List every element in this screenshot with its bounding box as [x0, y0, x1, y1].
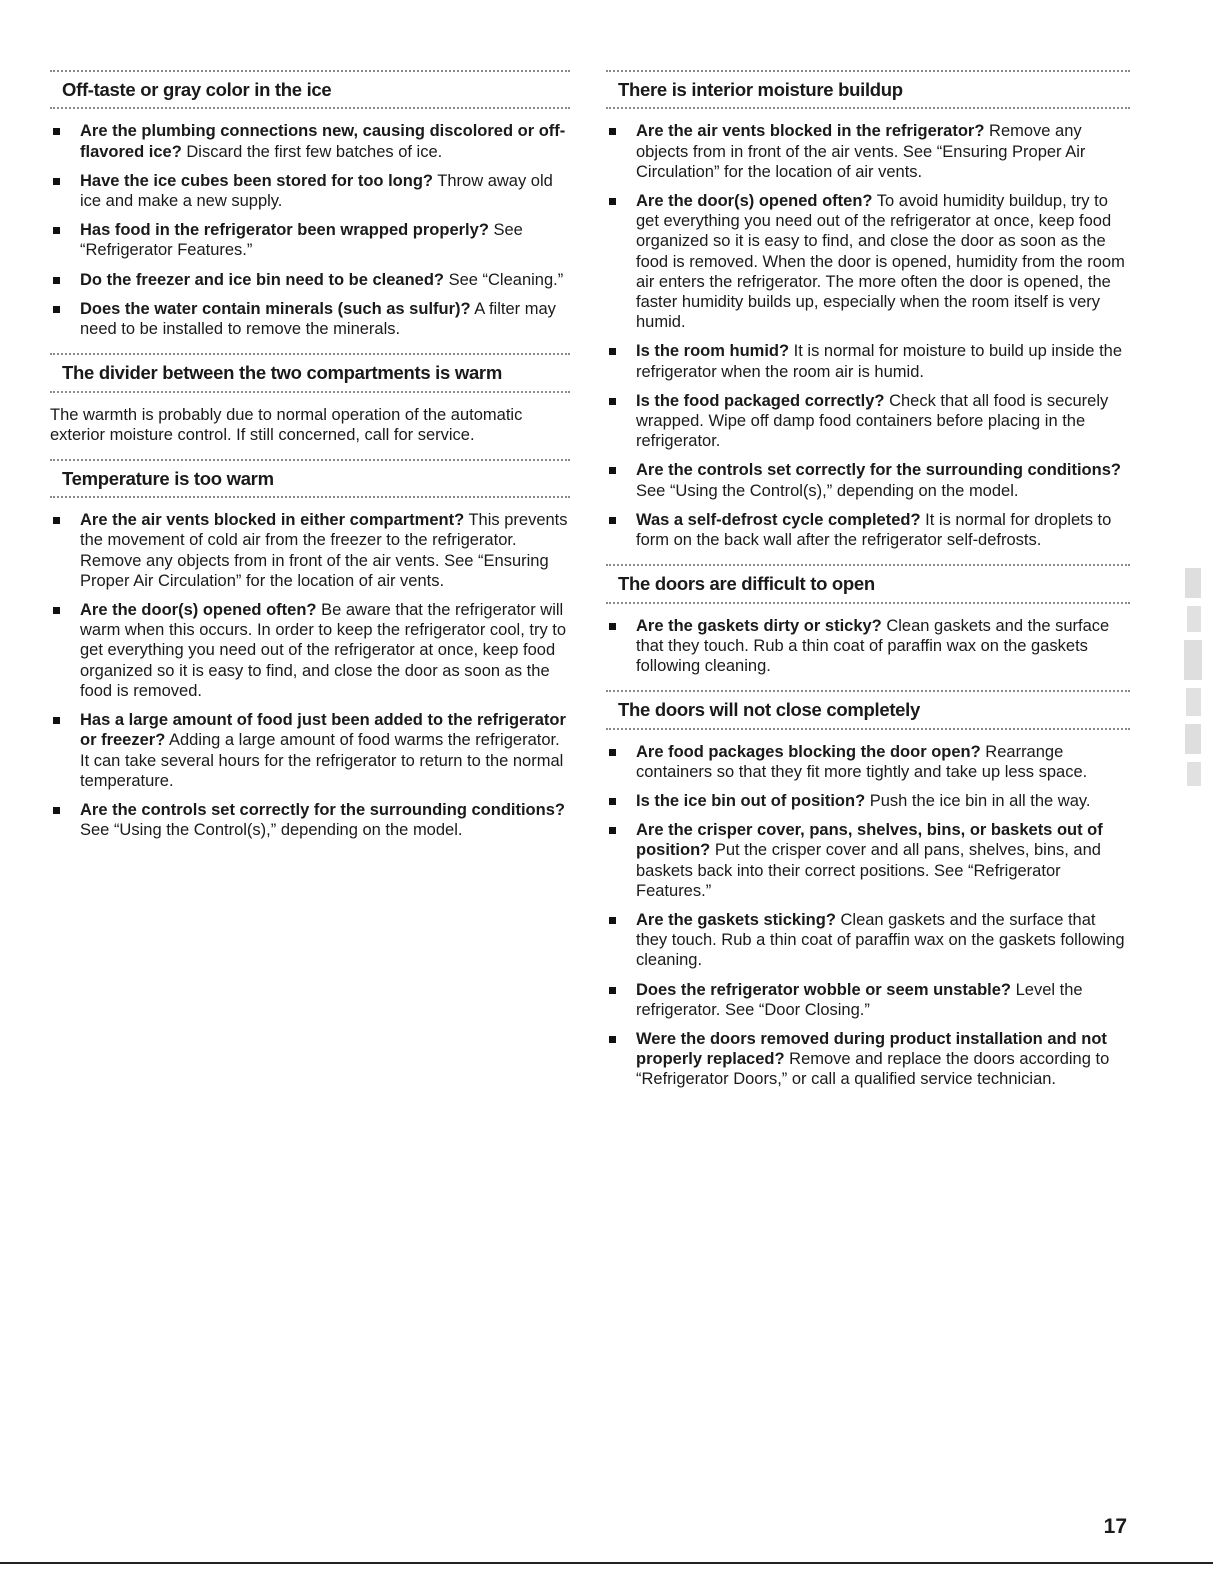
- answer-text: Remove any objects from in front of the air vents. See “Ensuring Proper Air Circulation” for the location of air vents.: [636, 122, 1086, 181]
- question-text: Are the air vents blocked in either compartment?: [80, 511, 465, 530]
- section-doors-not-close: [606, 690, 1130, 1089]
- section-heading: Temperature is too warm: [62, 467, 274, 489]
- answer-text: See “Cleaning.”: [444, 270, 564, 289]
- square-bullet-icon: [609, 623, 616, 630]
- list-item: [50, 220, 570, 260]
- section-doors-difficult: [606, 564, 1130, 676]
- right-column: [606, 70, 1130, 1104]
- list-item: [606, 742, 1130, 782]
- question-text: Are food packages blocking the door open?: [636, 742, 981, 761]
- question-text: Were the doors removed during product installation and not properly replaced?: [636, 1029, 1107, 1069]
- section-paragraph: The warmth is probably due to normal operation of the automatic exterior moisture control. If still concerned, call for service.: [50, 405, 523, 444]
- section-divider: [606, 602, 1130, 604]
- answer-text: Level the refrigerator. See “Door Closing.”: [636, 980, 1083, 1019]
- section-heading: The doors are difficult to open: [618, 573, 875, 595]
- square-bullet-icon: [609, 917, 616, 924]
- question-text: Are the plumbing connections new, causing discolored or off-flavored ice?: [80, 122, 566, 161]
- question-text: Does the water contain minerals (such as sulfur)?: [80, 299, 471, 318]
- question-list: [606, 742, 1130, 1090]
- list-item: [606, 1029, 1130, 1090]
- question-text: Has a large amount of food just been added to the refrigerator or freezer?: [80, 711, 566, 750]
- question-text: Are the gaskets dirty or sticky?: [636, 616, 882, 635]
- square-bullet-icon: [53, 128, 60, 135]
- question-text: Are the controls set correctly for the surrounding conditions?: [80, 800, 565, 819]
- answer-text: This prevents the movement of cold air from the freezer to the refrigerator. Remove any objects from in front of the air vents. See “Ensuring Proper Air Circulation” for the location of air vents.: [80, 511, 568, 590]
- question-text: Are the gaskets sticking?: [636, 910, 836, 929]
- section-divider-warm: [50, 353, 570, 445]
- square-bullet-icon: [609, 467, 616, 474]
- square-bullet-icon: [609, 827, 616, 834]
- answer-text: It is normal for moisture to build up inside the refrigerator when the room air is humid.: [636, 342, 1123, 381]
- answer-text: See “Using the Control(s),” depending on the model.: [80, 821, 463, 840]
- square-bullet-icon: [53, 807, 60, 814]
- section-divider: [606, 728, 1130, 730]
- list-item: [50, 270, 570, 290]
- question-text: Are the door(s) opened often?: [636, 191, 873, 210]
- list-item: [50, 171, 570, 211]
- answer-text: It is normal for droplets to form on the back wall after the refrigerator self-defrosts.: [636, 510, 1112, 549]
- section-divider: [50, 107, 570, 109]
- answer-text: Discard the first few batches of ice.: [181, 142, 443, 161]
- answer-text: Adding a large amount of food warms the refrigerator. It can take several hours for the refrigerator to return to the normal temperature.: [80, 731, 564, 790]
- square-bullet-icon: [609, 798, 616, 805]
- question-list: [50, 510, 570, 840]
- square-bullet-icon: [53, 178, 60, 185]
- square-bullet-icon: [53, 517, 60, 524]
- page-number: 17: [1103, 1515, 1127, 1538]
- question-text: Have the ice cubes been stored for too long?: [80, 171, 433, 190]
- list-item: [606, 391, 1130, 452]
- square-bullet-icon: [609, 749, 616, 756]
- answer-text: Put the crisper cover and all pans, shelves, bins, and baskets back into their correct positions. See “Refrigerator Features.”: [636, 841, 1101, 900]
- list-item: [50, 710, 570, 791]
- list-item: [50, 121, 570, 161]
- square-bullet-icon: [609, 1036, 616, 1043]
- square-bullet-icon: [53, 717, 60, 724]
- answer-text: To avoid humidity buildup, try to get everything you need out of the refrigerator at once, keep food organized so it is easy to find, and close the door as soon as the food is removed. When the door is opened, humidity from the room air enters the refrigerator. The more often the door is opened, the faster humidity builds up, especially when the room itself is very humid.: [636, 191, 1125, 332]
- section-moisture-buildup: [606, 70, 1130, 550]
- question-text: Are the controls set correctly for the surrounding conditions?: [636, 461, 1121, 480]
- list-item: [606, 820, 1130, 901]
- scan-edge-mark-icon: [1183, 568, 1205, 790]
- section-heading: Off-taste or gray color in the ice: [62, 79, 332, 100]
- list-item: [50, 510, 570, 591]
- question-text: Do the freezer and ice bin need to be cleaned?: [80, 270, 444, 289]
- question-list: [50, 121, 570, 339]
- question-text: Is the ice bin out of position?: [636, 791, 866, 810]
- answer-text: Clean gaskets and the surface that they touch. Rub a thin coat of paraffin wax on the gaskets following cleaning.: [636, 616, 1110, 675]
- section-heading: The doors will not close completely: [618, 699, 921, 721]
- list-item: [606, 616, 1130, 677]
- list-item: [606, 910, 1130, 971]
- list-item: [606, 791, 1130, 811]
- question-text: Has food in the refrigerator been wrapped properly?: [80, 221, 489, 240]
- section-temperature-warm: [50, 459, 570, 840]
- list-item: [606, 460, 1130, 500]
- left-column: [50, 70, 570, 854]
- answer-text: Push the ice bin in all the way.: [865, 791, 1091, 810]
- answer-text: Throw away old ice and make a new supply.: [80, 171, 553, 210]
- square-bullet-icon: [609, 517, 616, 524]
- list-item: [606, 341, 1130, 381]
- list-item: [606, 980, 1130, 1020]
- answer-text: Rearrange containers so that they fit more tightly and take up less space.: [636, 742, 1088, 781]
- square-bullet-icon: [609, 128, 616, 135]
- answer-text: Remove and replace the doors according to “Refrigerator Doors,” or call a qualified service technician.: [636, 1050, 1110, 1089]
- question-text: Was a self-defrost cycle completed?: [636, 510, 921, 529]
- list-item: [50, 800, 570, 840]
- square-bullet-icon: [53, 306, 60, 313]
- square-bullet-icon: [609, 198, 616, 205]
- section-off-taste-ice: [50, 70, 570, 339]
- square-bullet-icon: [53, 227, 60, 234]
- list-item: [606, 510, 1130, 550]
- answer-text: See “Using the Control(s),” depending on the model.: [636, 481, 1019, 500]
- question-text: Is the food packaged correctly?: [636, 391, 885, 410]
- question-text: Are the air vents blocked in the refrigerator?: [636, 122, 985, 141]
- square-bullet-icon: [609, 348, 616, 355]
- question-text: Does the refrigerator wobble or seem unstable?: [636, 980, 1012, 999]
- question-list: [606, 616, 1130, 677]
- answer-text: A filter may need to be installed to remove the minerals.: [80, 299, 556, 338]
- section-heading: There is interior moisture buildup: [618, 79, 903, 100]
- question-text: Are the crisper cover, pans, shelves, bins, or baskets out of position?: [636, 821, 1103, 860]
- footer-rule: [0, 1562, 1213, 1564]
- answer-text: Check that all food is securely wrapped. Wipe off damp food containers before placing in the refrigerator.: [636, 391, 1109, 451]
- square-bullet-icon: [53, 277, 60, 284]
- question-list: [606, 121, 1130, 550]
- list-item: [50, 299, 570, 339]
- section-divider: [50, 391, 570, 393]
- question-text: Are the door(s) opened often?: [80, 601, 317, 620]
- answer-text: See “Refrigerator Features.”: [80, 221, 523, 260]
- square-bullet-icon: [609, 987, 616, 994]
- section-divider: [50, 496, 570, 498]
- square-bullet-icon: [609, 398, 616, 405]
- question-text: Is the room humid?: [636, 342, 790, 361]
- list-item: [606, 121, 1130, 182]
- list-item: [606, 191, 1130, 332]
- section-heading: The divider between the two compartments is warm: [62, 362, 502, 384]
- square-bullet-icon: [53, 607, 60, 614]
- section-divider: [606, 107, 1130, 109]
- list-item: [50, 600, 570, 701]
- answer-text: Be aware that the refrigerator will warm when this occurs. In order to keep the refrigerator cool, try to get everything you need out of the refrigerator at once, keep food organized so it is easy to find, and close the door as soon as the food is removed.: [80, 601, 567, 700]
- answer-text: Clean gaskets and the surface that they touch. Rub a thin coat of paraffin wax on the gaskets following cleaning.: [636, 910, 1125, 970]
